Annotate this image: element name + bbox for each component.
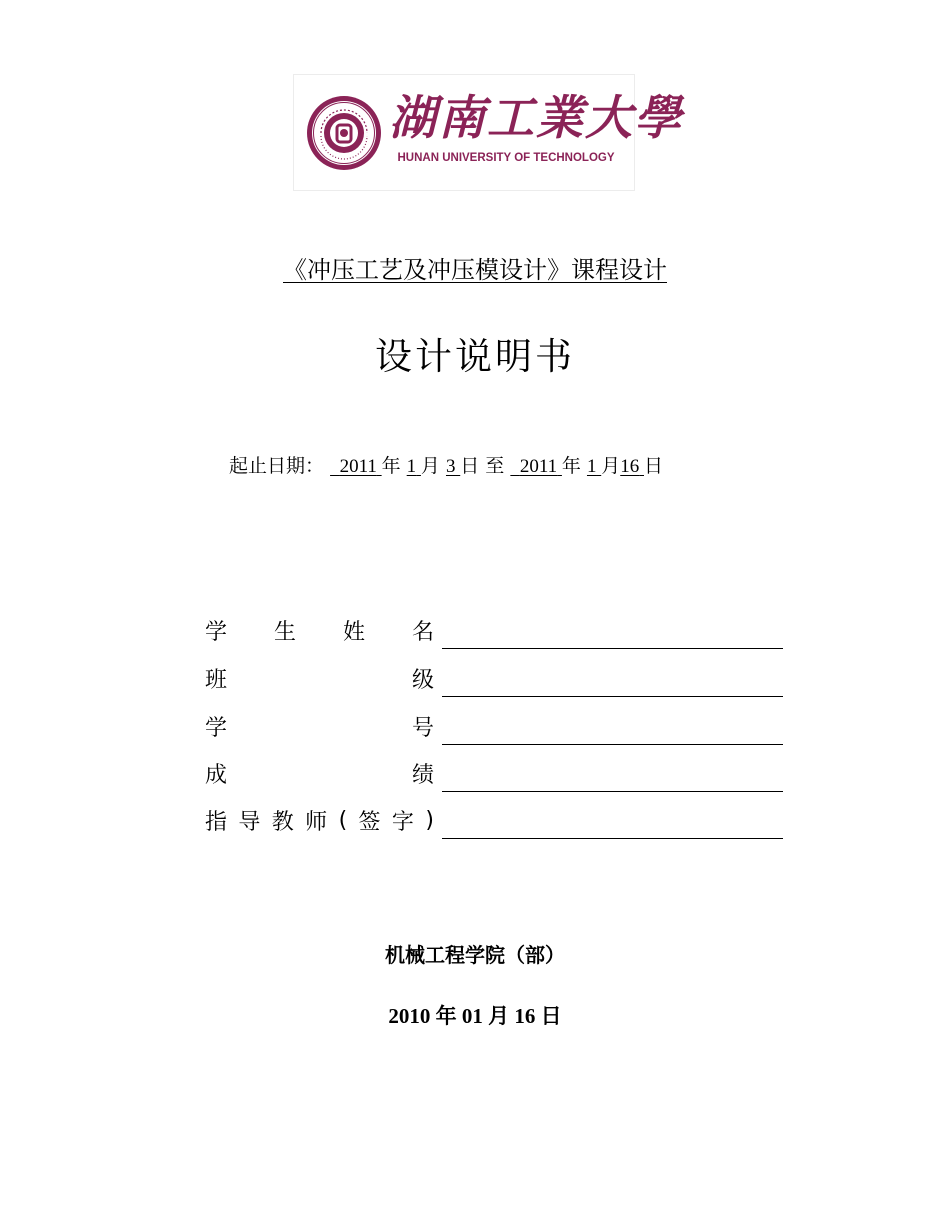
- start-year: 2011: [339, 456, 377, 477]
- report-date: 2010 年 01 月 16 日: [388, 1004, 562, 1028]
- class-row: [205, 660, 785, 700]
- date-range-to: 至: [485, 455, 505, 477]
- class-field[interactable]: [442, 696, 783, 697]
- university-seal-icon: [305, 94, 383, 172]
- end-month: 1: [586, 456, 597, 477]
- course-title-text: 《冲压工艺及冲压模设计》课程设计: [283, 256, 667, 284]
- day-char: 日: [643, 455, 663, 477]
- document-title: 设计说明书: [375, 335, 575, 378]
- end-day: 16: [620, 456, 640, 477]
- college-name: 机械工程学院（部）: [385, 943, 565, 967]
- student-name-row: [205, 612, 785, 652]
- university-logo: [293, 74, 683, 191]
- grade-field[interactable]: [442, 791, 783, 792]
- grade-row: [205, 755, 785, 795]
- advisor-signature-row: [205, 802, 785, 842]
- advisor-signature-label: 指 导 教 师 ( 签 字 ): [205, 807, 434, 835]
- student-id-row: [205, 708, 785, 748]
- course-title: [0, 252, 950, 288]
- year-char: 年: [561, 455, 581, 477]
- month-char: 月: [601, 455, 621, 477]
- end-year: 2011: [519, 456, 558, 477]
- date-range-label: 起止日期：: [229, 455, 325, 477]
- day-char: 日: [460, 455, 480, 477]
- student-name-field[interactable]: [442, 648, 783, 649]
- start-day: 3: [445, 456, 456, 477]
- month-char: 月: [420, 455, 440, 477]
- student-id-field[interactable]: [442, 744, 783, 745]
- student-id-label: 学 号: [205, 715, 434, 741]
- university-name-cn: 湖南工業大學: [389, 91, 683, 146]
- class-label: 班 级: [205, 667, 434, 693]
- university-name-en: HUNAN UNIVERSITY OF TECHNOLOGY: [397, 152, 615, 164]
- grade-label: 成 绩: [205, 762, 434, 788]
- year-char: 年: [381, 455, 401, 477]
- date-range: [229, 451, 663, 482]
- student-name-label: 学 生 姓 名: [205, 619, 434, 645]
- start-month: 1: [406, 456, 417, 477]
- advisor-signature-field[interactable]: [442, 838, 783, 839]
